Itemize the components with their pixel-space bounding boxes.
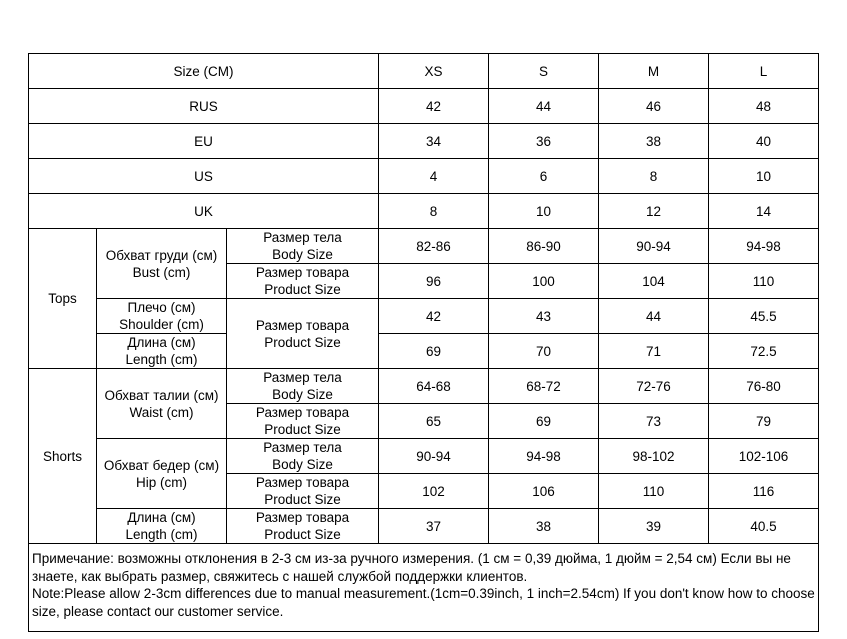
cell: 79 [709,404,819,439]
row-label: EU [29,124,379,159]
cell: 90-94 [599,229,709,264]
cell: 94-98 [489,439,599,474]
label-ru: Размер товара [255,265,350,280]
label-ru: Размер тела [263,440,342,455]
type-product-size [227,299,379,369]
table-row [29,509,819,544]
cell: 38 [489,509,599,544]
cell: 6 [489,159,599,194]
label-ru: Размер товара [255,475,350,490]
type-product-size [227,474,379,509]
table-row [29,124,819,159]
table-row [29,369,819,404]
label-ru: Размер тела [263,370,342,385]
cell: 42 [379,299,489,334]
size-m-header: M [599,54,709,89]
size-xs-header: XS [379,54,489,89]
cell: 39 [599,509,709,544]
measure-label-shoulder [97,299,227,334]
cell: 4 [379,159,489,194]
measure-label-waist [97,369,227,439]
label-en: Body Size [272,247,333,262]
label-ru: Размер товара [255,405,350,420]
row-label: US [29,159,379,194]
note-row [29,544,819,632]
cell: 64-68 [379,369,489,404]
cell: 38 [599,124,709,159]
cell: 96 [379,264,489,299]
row-label: RUS [29,89,379,124]
table-row [29,159,819,194]
cell: 40 [709,124,819,159]
cell: 72-76 [599,369,709,404]
cell: 102 [379,474,489,509]
label-ru: Размер товара [255,317,350,333]
header-label: Size (CM) [29,54,379,89]
cell: 42 [379,89,489,124]
label-en: Shoulder (cm) [119,317,204,332]
table-row [29,89,819,124]
cell: 100 [489,264,599,299]
cell: 69 [489,404,599,439]
cell: 104 [599,264,709,299]
type-body-size [227,439,379,474]
label-en: Waist (cm) [129,404,194,420]
row-label: UK [29,194,379,229]
cell: 76-80 [709,369,819,404]
label-en: Hip (cm) [136,474,187,490]
table-row [29,439,819,474]
label-en: Length (cm) [125,352,198,367]
cell: 10 [709,159,819,194]
cell: 40.5 [709,509,819,544]
cell: 68-72 [489,369,599,404]
cell: 116 [709,474,819,509]
label-ru: Размер товара [255,510,350,525]
cell: 72.5 [709,334,819,369]
label-ru: Длина (см) [127,335,196,350]
note-en: Note:Please allow 2-3cm differences due to manual measurement.(1cm=0.39inch, 1 inch=2.54cm) If you don't know how to choose size, please contact our customer service. [32,586,815,619]
table-row [29,299,819,334]
label-en: Product Size [264,282,341,297]
cell: 8 [599,159,709,194]
label-en: Body Size [272,387,333,402]
label-ru: Обхват талии (см) [104,387,219,403]
cell: 110 [709,264,819,299]
cell: 14 [709,194,819,229]
cell: 48 [709,89,819,124]
label-en: Product Size [264,527,341,542]
measure-label-length [97,334,227,369]
label-ru: Размер тела [263,230,342,245]
label-ru: Обхват бедер (см) [103,457,220,473]
cell: 44 [599,299,709,334]
label-en: Product Size [264,492,341,507]
cell: 45.5 [709,299,819,334]
table-row [29,334,819,369]
cell: 44 [489,89,599,124]
header-row [29,54,819,89]
size-table [28,53,819,632]
label-ru: Плечо (см) [127,300,196,315]
table-row [29,194,819,229]
cell: 73 [599,404,709,439]
cell: 86-90 [489,229,599,264]
cell: 106 [489,474,599,509]
cell: 8 [379,194,489,229]
cell: 34 [379,124,489,159]
type-product-size [227,509,379,544]
cell: 37 [379,509,489,544]
cell: 10 [489,194,599,229]
cell: 98-102 [599,439,709,474]
measure-label-hip [97,439,227,509]
cell: 70 [489,334,599,369]
section-label-shorts: Shorts [29,369,97,544]
label-en: Bust (cm) [132,264,191,280]
type-body-size [227,369,379,404]
cell: 12 [599,194,709,229]
size-s-header: S [489,54,599,89]
cell: 82-86 [379,229,489,264]
measure-label-length [97,509,227,544]
cell: 46 [599,89,709,124]
cell: 69 [379,334,489,369]
cell: 90-94 [379,439,489,474]
note-ru: Примечание: возможны отклонения в 2-3 см из-за ручного измерения. (1 см = 0,39 дюйма, 1 дюйм = 2,54 см) Если вы не знаете, как выбрать размер, свяжитесь с нашей службой поддержки клиентов. [32,551,791,584]
section-label-tops: Tops [29,229,97,369]
label-ru: Обхват груди (см) [105,247,218,263]
label-en: Product Size [264,334,341,350]
cell: 36 [489,124,599,159]
type-body-size [227,229,379,264]
label-ru: Длина (см) [127,510,196,525]
cell: 102-106 [709,439,819,474]
label-en: Product Size [264,422,341,437]
type-product-size [227,404,379,439]
label-en: Body Size [272,457,333,472]
table-row [29,229,819,264]
size-chart [28,53,818,632]
type-product-size [227,264,379,299]
cell: 43 [489,299,599,334]
note-cell [29,544,819,632]
cell: 71 [599,334,709,369]
cell: 94-98 [709,229,819,264]
size-l-header: L [709,54,819,89]
measure-label-bust [97,229,227,299]
cell: 110 [599,474,709,509]
cell: 65 [379,404,489,439]
label-en: Length (cm) [125,527,198,542]
